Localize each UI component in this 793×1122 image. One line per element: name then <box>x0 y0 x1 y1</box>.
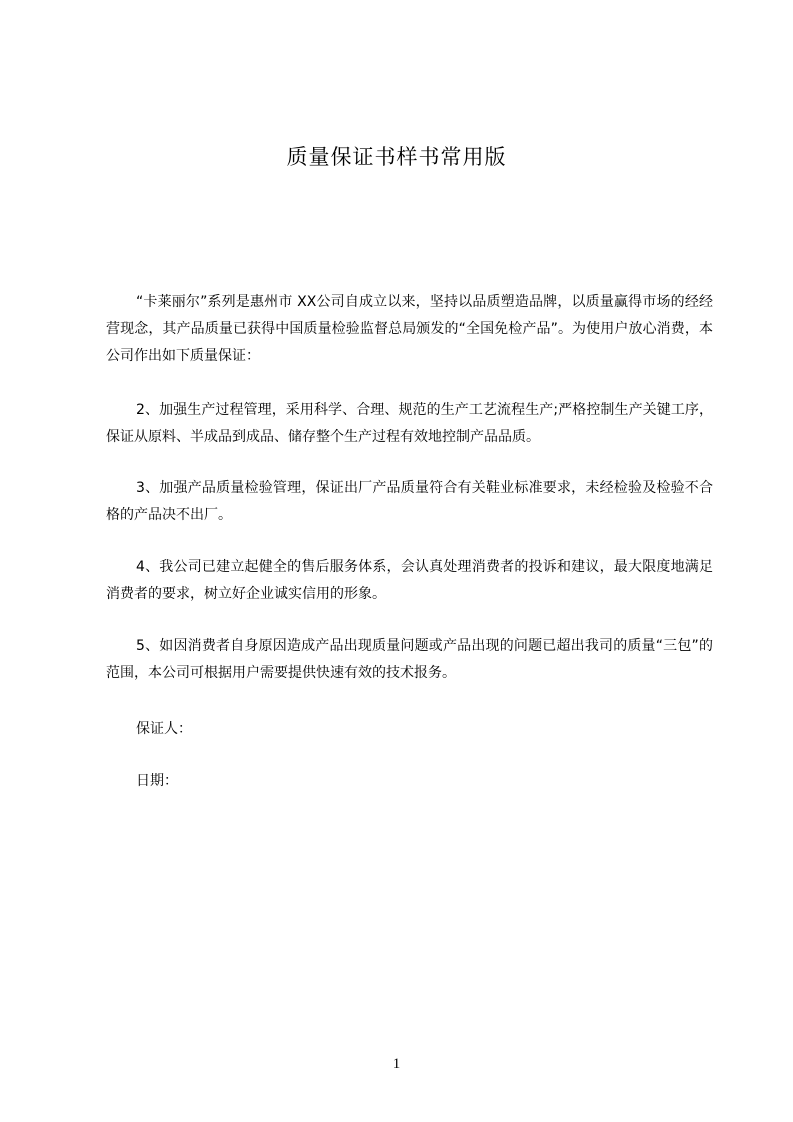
guarantor-label: 保证人： <box>136 721 192 737</box>
guarantee-item-5: 5、如因消费者自身原因造成产品出现质量问题或产品出现的问题已超出我司的质量“三包”的范围，本公司可根据用户需要提供快速有效的技术报务。 <box>106 638 713 681</box>
page-number: 1 <box>392 1056 401 1072</box>
document-title: 质量保证书样书常用版 <box>286 145 507 169</box>
date-label: 日期： <box>136 773 178 789</box>
guarantee-item-3: 3、加强产品质量检验管理，保证出厂产品质量符合有关鞋业标准要求，未经检验及检验不合格的产品决不出厂。 <box>106 480 713 523</box>
intro-paragraph: “卡莱丽尔”系列是惠州市 XX公司自成立以来，坚持以品质塑造品牌，以质量赢得市场的经经营现念，其产品质量已获得中国质量检验监督总局颁发的“全国免检产品”。为使用户放心消费，本公司作出如下质量保证： <box>106 294 713 364</box>
guarantee-item-2: 2、加强生产过程管理，采用科学、合理、规范的生产工艺流程生产;严格控制生产关键工序，保证从原料、半成品到成品、储存整个生产过程有效地控制产品品质。 <box>106 402 713 445</box>
guarantee-item-4: 4、我公司已建立起健全的售后服务体系，会认真处理消费者的投诉和建议，最大限度地满足消费者的要求，树立好企业诚实信用的形象。 <box>106 559 713 602</box>
